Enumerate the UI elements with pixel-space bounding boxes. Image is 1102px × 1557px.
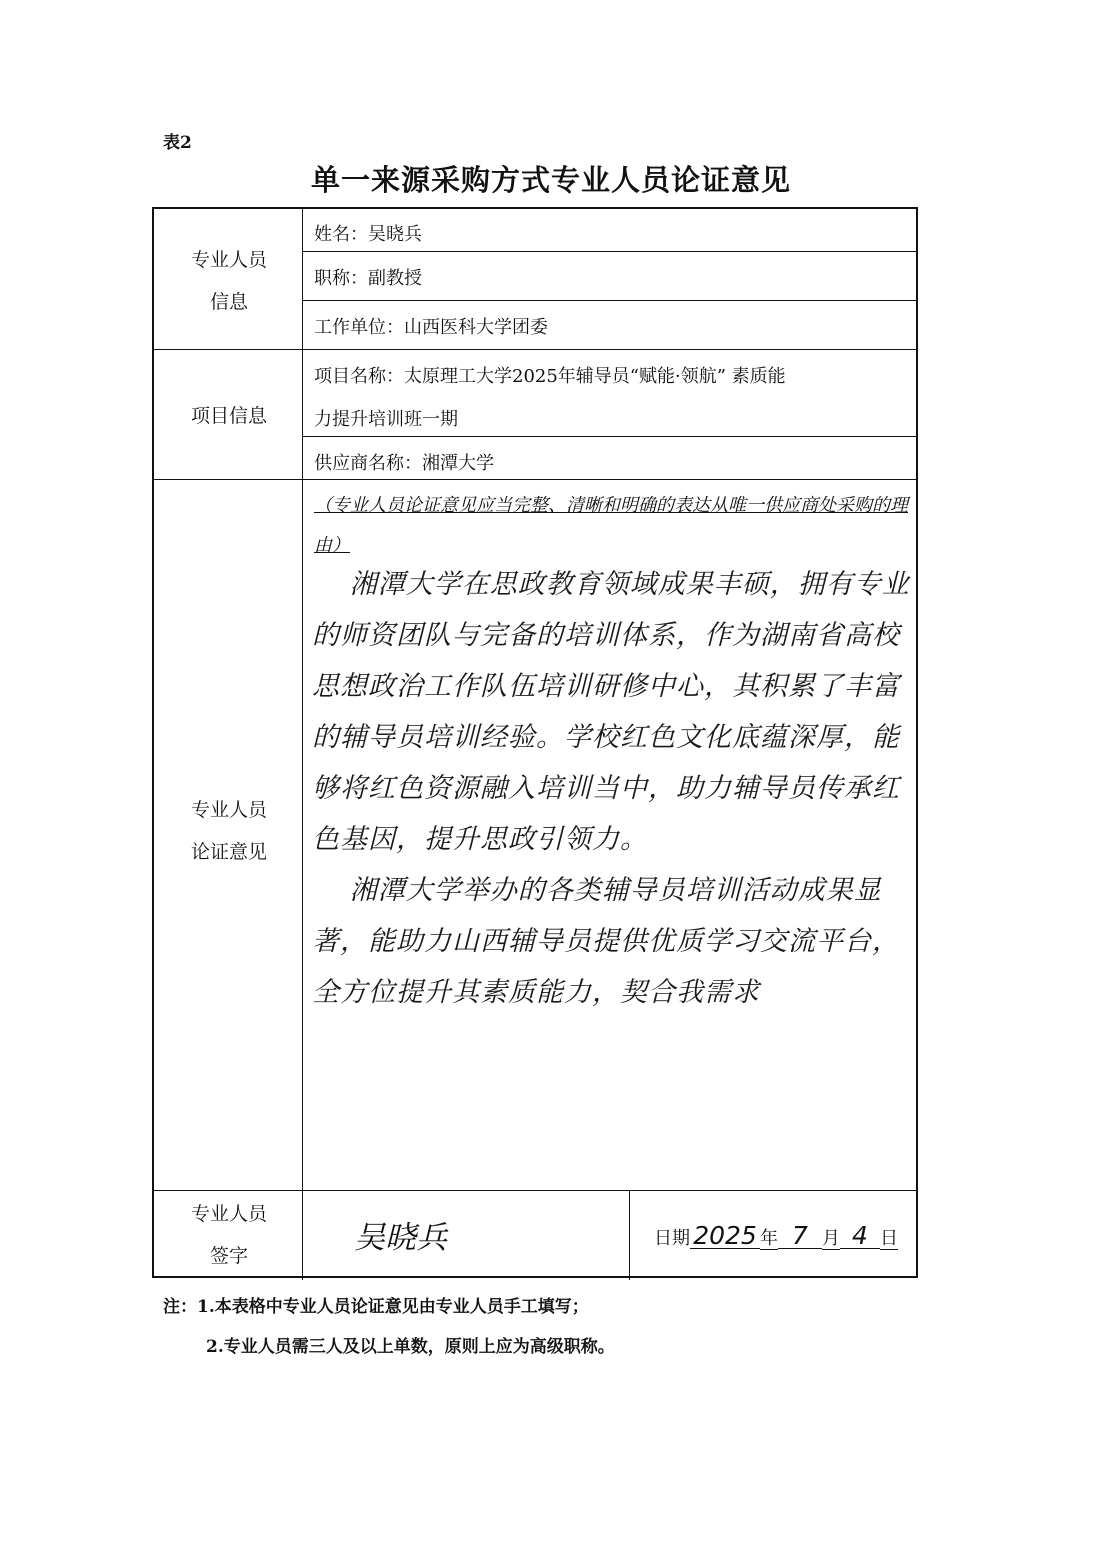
section-divider-project	[154, 479, 918, 480]
date-day-unit: 日	[880, 1228, 898, 1249]
handwritten-paragraph-2: 湘潭大学举办的各类辅导员培训活动成果显著，能助力山西辅导员提供优质学习交流平台，全方位提升其素质能力，契合我需求	[312, 875, 900, 1008]
opinion-label-line1: 专业人员	[190, 799, 267, 821]
date-year: 2025	[690, 1224, 760, 1249]
personnel-info-label	[154, 239, 304, 323]
personnel-info-label-line2: 信息	[209, 291, 248, 313]
demonstration-form	[152, 207, 918, 1278]
date-month: 7	[778, 1224, 822, 1249]
name-field: 姓名：吴晓兵	[314, 224, 422, 245]
project-name-line1: 项目名称：太原理工大学2025年辅导员“赋能·领航” 素质能	[314, 366, 786, 387]
handwritten-opinion	[312, 559, 910, 1018]
section-divider-opinion	[154, 1190, 918, 1191]
signature-label-line1: 专业人员	[190, 1203, 267, 1225]
date-label: 日期	[654, 1228, 690, 1249]
table-number: 表2	[163, 133, 192, 153]
row-divider-project	[302, 436, 918, 437]
page-title: 单一来源采购方式专业人员论证意见	[310, 163, 791, 197]
project-info-label: 项目信息	[190, 405, 267, 427]
note-line-2: 2.专业人员需三人及以上单数，原则上应为高级职称。	[206, 1337, 615, 1357]
opinion-label	[154, 789, 304, 873]
label-column-divider	[302, 209, 303, 1280]
project-name-line2: 力提升培训班一期	[314, 409, 458, 430]
opinion-label-line2: 论证意见	[190, 841, 267, 863]
handwritten-paragraph-1: 湘潭大学在思政教育领域成果丰硕，拥有专业的师资团队与完备的培训体系，作为湖南省高校思想政治工作队伍培训研修中心，其积累了丰富的辅导员培训经验。学校红色文化底蕴深厚，能够将红色资源融入培训当中，助力辅导员传承红色基因，提升思政引领力。	[312, 569, 910, 855]
handwritten-signature: 吴晓兵	[354, 1220, 447, 1256]
signature-label-line2: 签字	[209, 1245, 248, 1267]
personnel-info-label-line1: 专业人员	[190, 249, 267, 271]
date-year-unit: 年	[760, 1228, 778, 1249]
signature-label	[154, 1193, 304, 1277]
employer-field: 工作单位：山西医科大学团委	[314, 317, 548, 338]
date-month-unit: 月	[822, 1228, 840, 1249]
section-divider-personnel	[154, 349, 918, 350]
date-field	[654, 1221, 898, 1250]
row-divider-name	[302, 251, 918, 252]
supplier-field: 供应商名称：湘潭大学	[314, 453, 494, 474]
title-field: 职称：副教授	[314, 268, 422, 289]
row-divider-title	[302, 300, 918, 301]
opinion-guidance: （专业人员论证意见应当完整、清晰和明确的表达从唯一供应商处采购的理由）	[314, 495, 908, 556]
date-day: 4	[840, 1224, 880, 1249]
note-line-1: 注：1.本表格中专业人员论证意见由专业人员手工填写；	[163, 1297, 589, 1317]
signature-date-divider	[629, 1190, 630, 1280]
